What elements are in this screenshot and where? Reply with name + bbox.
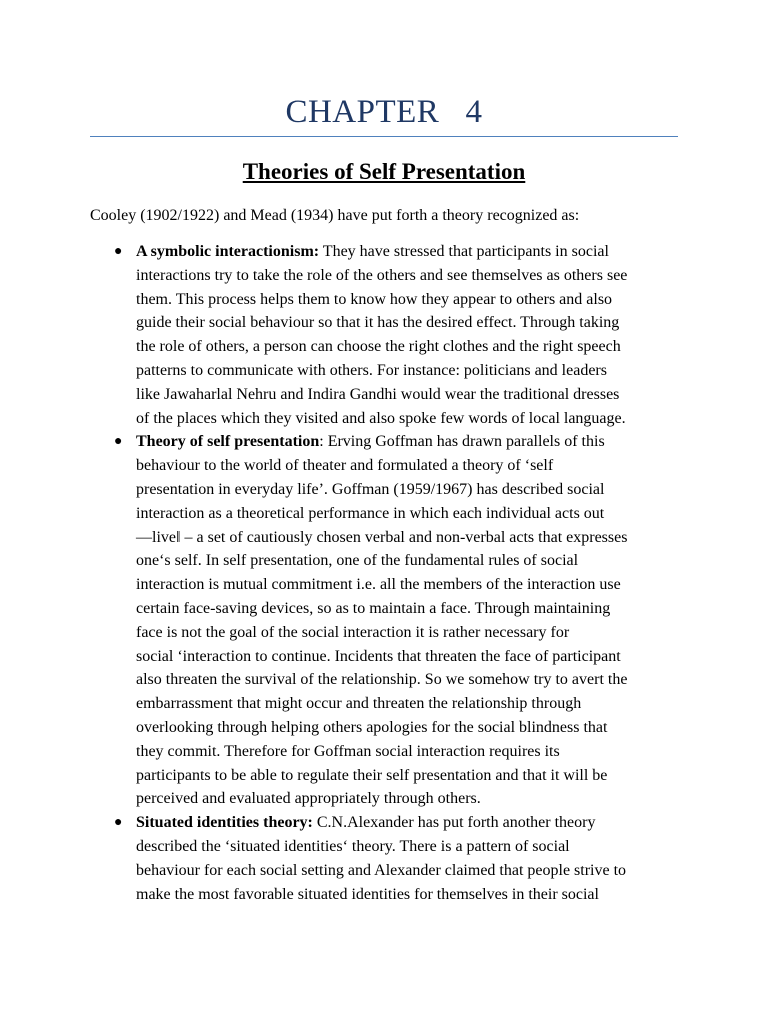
bullet-dot-icon: ● <box>114 815 123 831</box>
bullet-item <box>0 430 676 811</box>
bullet-text-line: certain face-saving devices, so as to maintain a face. Through maintaining <box>136 599 611 617</box>
bullet-text-line: —live‖ – a set of cautiously chosen verbal and non-verbal acts that expresses <box>136 528 628 546</box>
bullet-item <box>0 811 676 906</box>
bullet-text-line: patterns to communicate with others. For instance: politicians and leaders <box>136 361 607 379</box>
bullet-dot-icon: ● <box>114 434 123 450</box>
bullet-dot-icon: ● <box>114 244 123 259</box>
bullet-text-line: interaction is mutual commitment i.e. all the members of the interaction use <box>136 576 621 594</box>
bullet-term: A symbolic interactionism: <box>136 243 320 260</box>
bullet-item <box>0 240 676 430</box>
bullet-term: Situated identities theory: <box>136 814 313 832</box>
theory-list <box>0 240 768 906</box>
bullet-first-text: : Erving Goffman has drawn parallels of this <box>319 433 605 451</box>
bullet-text-line: described the ‘situated identities‘ theory. There is a pattern of social <box>136 837 570 855</box>
bullet-first-line <box>136 430 676 454</box>
bullet-text-line: behaviour to the world of theater and formulated a theory of ‘self <box>136 457 554 475</box>
section-title: Theories of Self Presentation <box>242 159 526 184</box>
bullet-text-line: presentation in everyday life’. Goffman (1959/1967) has described social <box>136 480 605 498</box>
heading-rule <box>90 136 678 137</box>
bullet-text-line: behaviour for each social setting and Alexander claimed that people strive to <box>136 861 627 879</box>
bullet-text-line: they commit. Therefore for Goffman social interaction requires its <box>136 742 560 760</box>
bullet-text-line: perceived and evaluated appropriately through others. <box>136 790 481 808</box>
bullet-text-line: embarrassment that might occur and threaten the relationship through <box>136 695 582 713</box>
chapter-heading: CHAPTER 4 <box>285 94 483 130</box>
bullet-text-line: of the places which they visited and also spoke few words of local language. <box>136 409 626 427</box>
bullet-text-line: interaction as a theoretical performance in which each individual acts out <box>136 504 605 522</box>
bullet-first-text: C.N.Alexander has put forth another theory <box>312 814 596 832</box>
bullet-text-line: participants to be able to regulate their self presentation and that it will be <box>136 766 608 784</box>
bullet-first-line <box>136 240 676 264</box>
bullet-text-line: also threaten the survival of the relationship. So we somehow try to avert the <box>136 671 628 689</box>
bullet-text-line: them. This process helps them to know how they appear to others and also <box>136 290 613 308</box>
bullet-text-line: interactions try to take the role of the others and see themselves as others see <box>136 266 628 284</box>
bullet-first-text: They have stressed that participants in social <box>319 243 609 260</box>
bullet-text-line: overlooking through helping others apologies for the social blindness that <box>136 718 608 736</box>
bullet-text-line: one‘s self. In self presentation, one of the fundamental rules of social <box>136 552 579 570</box>
intro-paragraph: Cooley (1902/1922) and Mead (1934) have put forth a theory recognized as: <box>90 207 580 224</box>
bullet-text-line: the role of others, a person can choose the right clothes and the right speech <box>136 338 621 356</box>
bullet-text-line: like Jawaharlal Nehru and Indira Gandhi would wear the traditional dresses <box>136 385 620 403</box>
bullet-text-line: face is not the goal of the social interaction it is rather necessary for <box>136 623 570 641</box>
bullet-text-line: make the most favorable situated identities for themselves in their social <box>136 885 599 903</box>
bullet-first-line <box>136 811 676 835</box>
bullet-term: Theory of self presentation <box>136 433 320 451</box>
bullet-text-line: guide their social behaviour so that it has the desired effect. Through taking <box>136 314 620 332</box>
bullet-text-line: social ‘interaction to continue. Incidents that threaten the face of participant <box>136 647 621 665</box>
